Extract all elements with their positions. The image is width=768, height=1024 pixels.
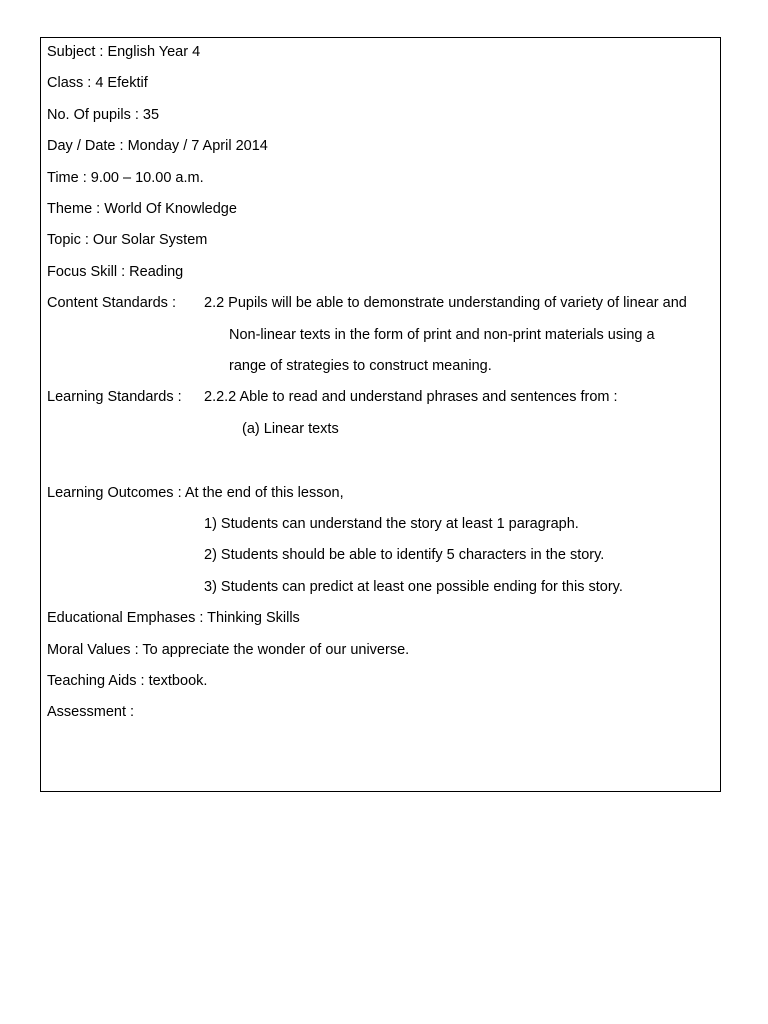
- moral-values-line: Moral Values : To appreciate the wonder of our universe.: [47, 642, 410, 658]
- content-standards-text-1: 2.2 Pupils will be able to demonstrate understanding of variety of linear and: [204, 295, 687, 311]
- pupils-line: No. Of pupils : 35: [47, 107, 160, 123]
- content-standards-text-3: range of strategies to construct meaning.: [229, 358, 492, 374]
- theme-line: Theme : World Of Knowledge: [47, 201, 237, 217]
- learning-standards-label: Learning Standards :: [47, 389, 182, 405]
- learning-outcome-item: 2) Students should be able to identify 5 characters in the story.: [204, 547, 605, 563]
- focus-skill-line: Focus Skill : Reading: [47, 264, 184, 280]
- subject-line: Subject : English Year 4: [47, 44, 201, 60]
- content-standards-text-2: Non-linear texts in the form of print and non-print materials using a: [229, 327, 655, 343]
- educational-emphases-line: Educational Emphases : Thinking Skills: [47, 610, 300, 626]
- learning-standards-text-1: 2.2.2 Able to read and understand phrases and sentences from :: [204, 389, 618, 405]
- class-line: Class : 4 Efektif: [47, 75, 148, 91]
- content-standards-label: Content Standards :: [47, 295, 176, 311]
- topic-line: Topic : Our Solar System: [47, 232, 208, 248]
- time-line: Time : 9.00 – 10.00 a.m.: [47, 170, 204, 186]
- learning-outcome-item: 3) Students can predict at least one possible ending for this story.: [204, 579, 623, 595]
- learning-outcomes-label: Learning Outcomes : At the end of this lesson,: [47, 485, 344, 501]
- assessment-line: Assessment :: [47, 704, 135, 720]
- date-line: Day / Date : Monday / 7 April 2014: [47, 138, 268, 154]
- learning-outcome-item: 1) Students can understand the story at least 1 paragraph.: [204, 516, 579, 532]
- learning-standards-text-2: (a) Linear texts: [242, 421, 339, 437]
- teaching-aids-line: Teaching Aids : textbook.: [47, 673, 208, 689]
